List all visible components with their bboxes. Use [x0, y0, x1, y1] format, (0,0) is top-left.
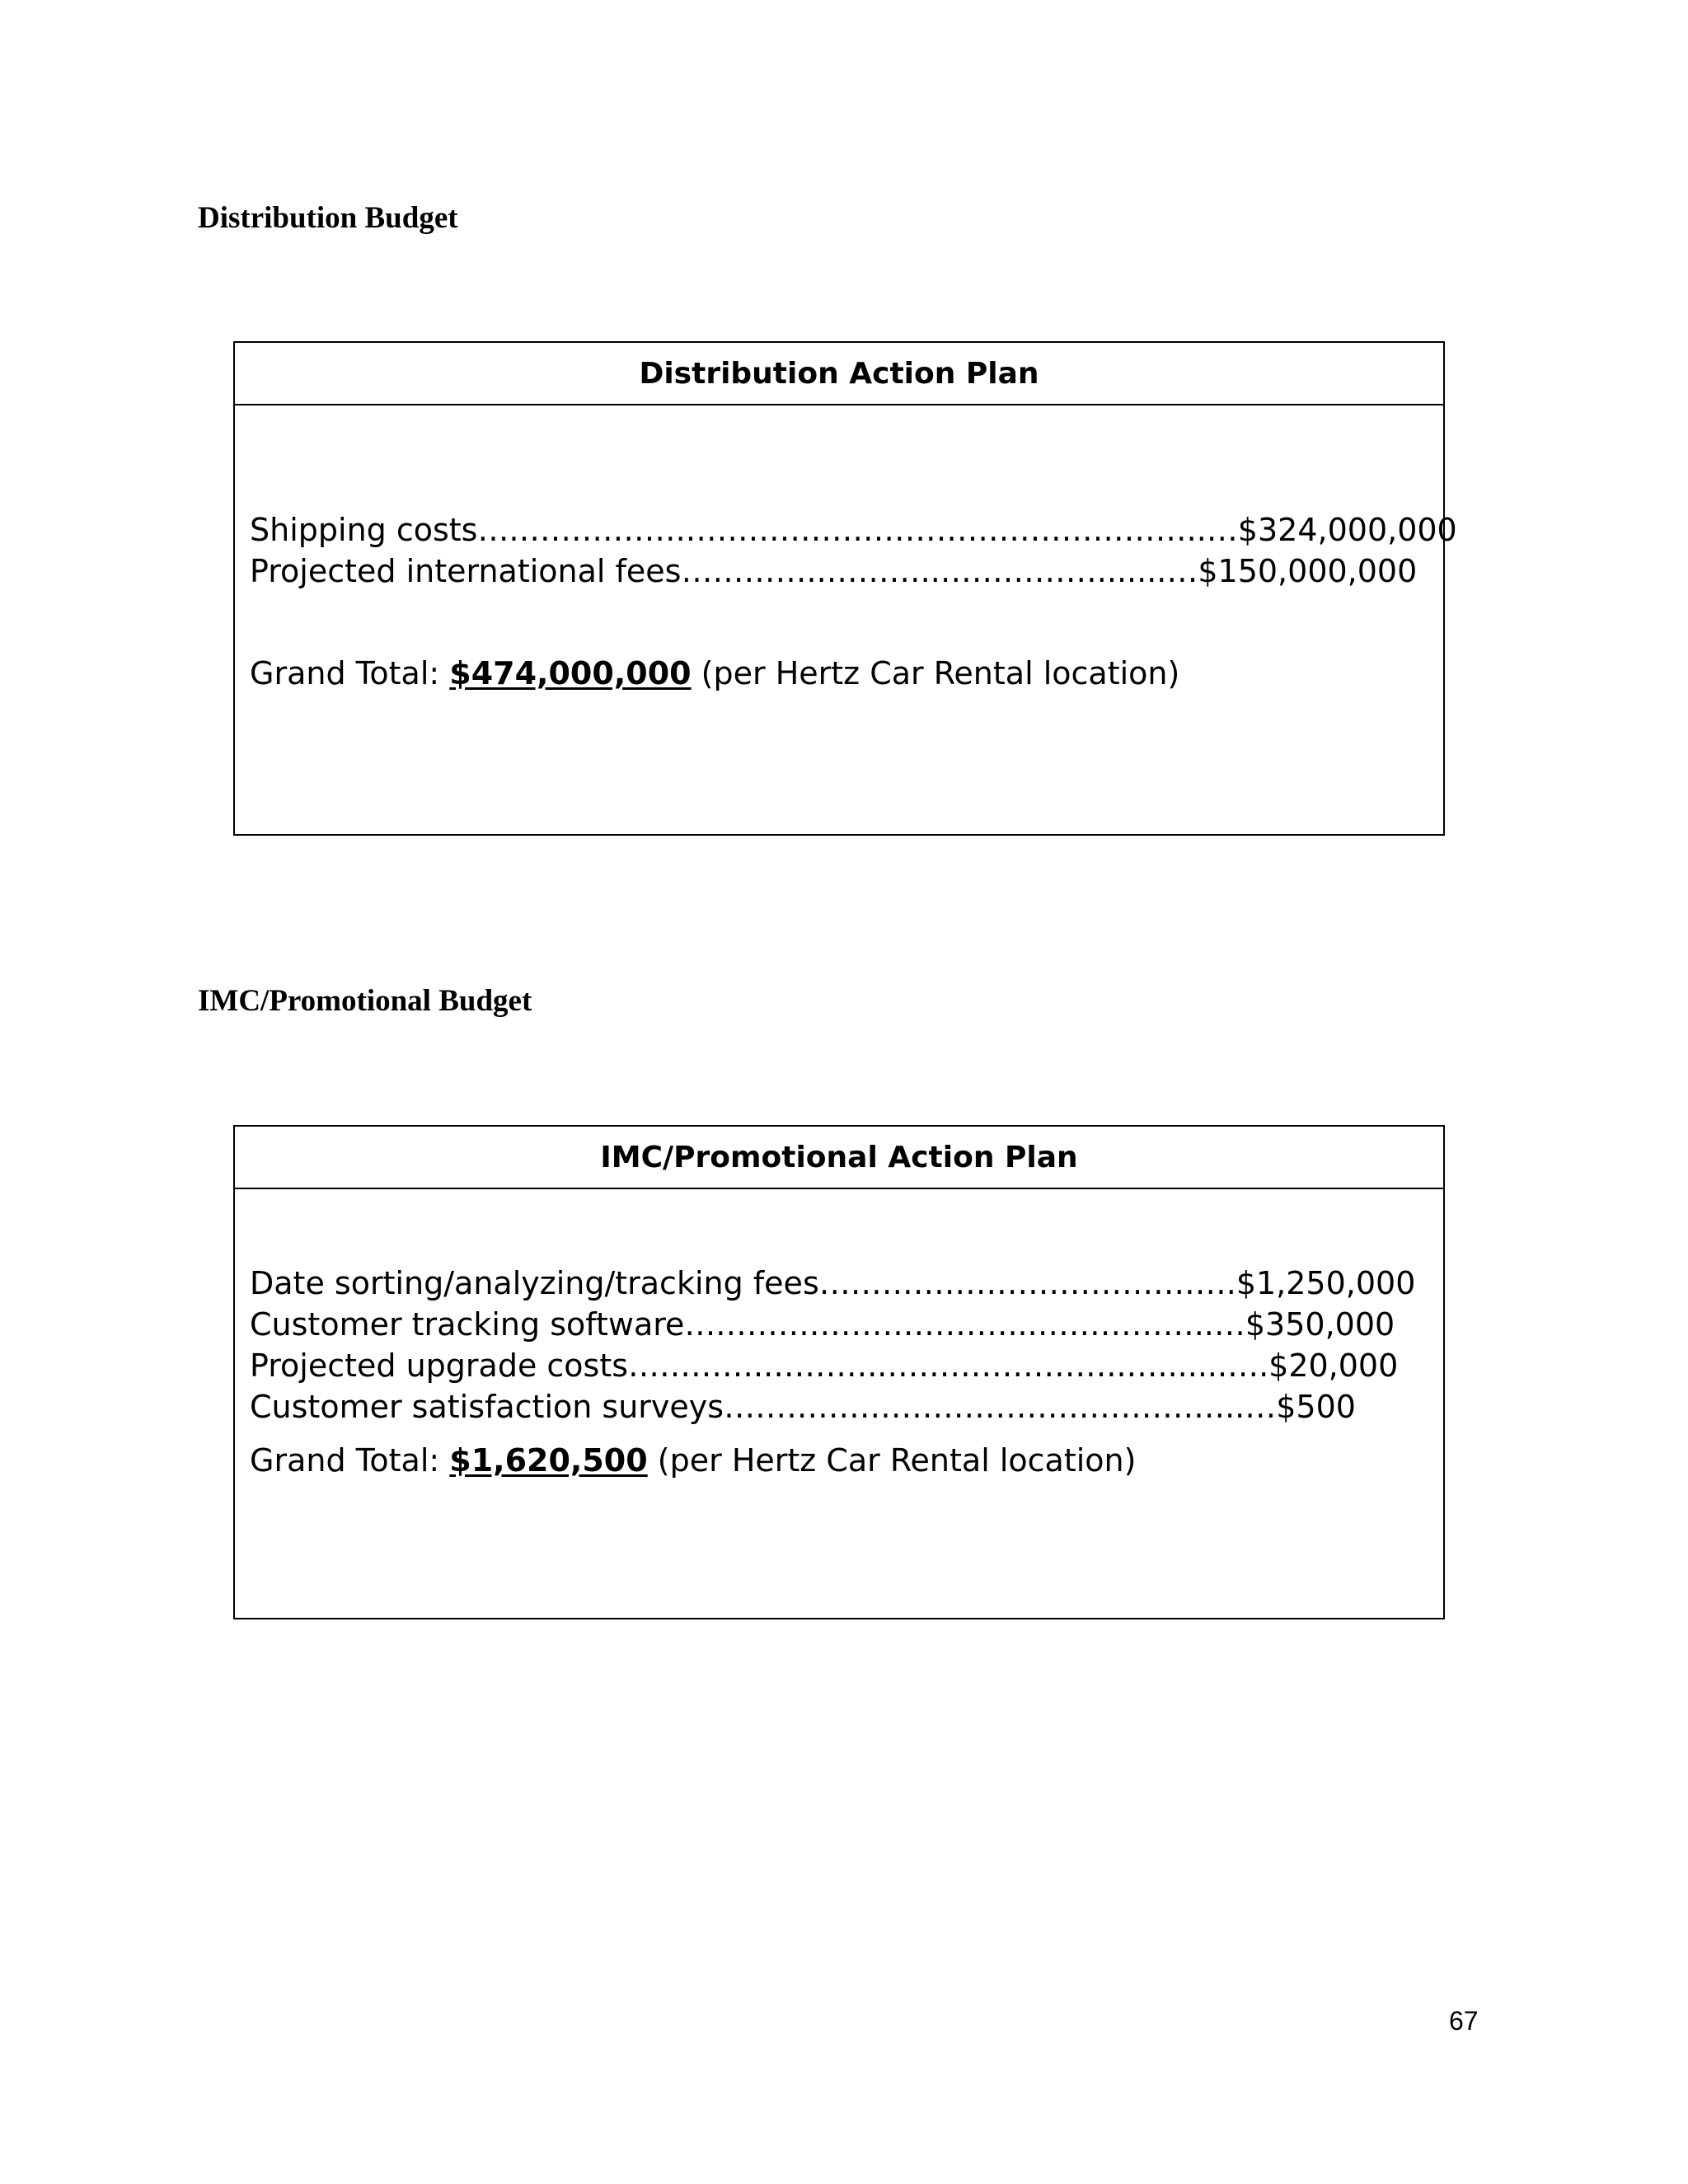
distribution-grand-total: [250, 653, 1179, 694]
imc-action-plan-box: [233, 1125, 1445, 1619]
distribution-action-plan-title: Distribution Action Plan: [235, 343, 1443, 405]
grand-total-amount: $1,620,500: [449, 1442, 648, 1479]
imc-line-item-upgrade-costs: Projected upgrade costs…………..………..…………………..….......….$20,000: [250, 1347, 1399, 1384]
imc-line-item-data-fees: Date sorting/analyzing/tracking fees………………………………….$1,250,000: [250, 1265, 1416, 1301]
page-number: 67: [1449, 2006, 1479, 2036]
grand-total-note: (per Hertz Car Rental location): [701, 655, 1180, 691]
imc-line-item-tracking-software: Customer tracking software….………………………...……………..…$350,000: [250, 1306, 1395, 1343]
imc-line-item-satisfaction-surveys: Customer satisfaction surveys…………………………………………..…$500: [250, 1389, 1356, 1425]
grand-total-label: Grand Total:: [250, 655, 440, 691]
distribution-line-items: [250, 509, 1457, 592]
distribution-budget-heading: Distribution Budget: [198, 201, 458, 235]
imc-line-items: [250, 1263, 1415, 1427]
distribution-line-item-shipping: Shipping costs….…………….…………………………………………..…$324,000,000: [250, 512, 1457, 548]
imc-action-plan-title: IMC/Promotional Action Plan: [235, 1127, 1443, 1189]
grand-total-note: (per Hertz Car Rental location): [657, 1442, 1137, 1479]
distribution-line-item-international-fees: Projected international fees…………..………..…………….......…$150,000,000: [250, 553, 1418, 589]
distribution-action-plan-box: [233, 341, 1457, 836]
grand-total-label: Grand Total:: [250, 1442, 440, 1479]
grand-total-amount: $474,000,000: [449, 655, 692, 691]
imc-promotional-budget-heading: IMC/Promotional Budget: [198, 984, 532, 1018]
imc-grand-total: [250, 1440, 1136, 1481]
